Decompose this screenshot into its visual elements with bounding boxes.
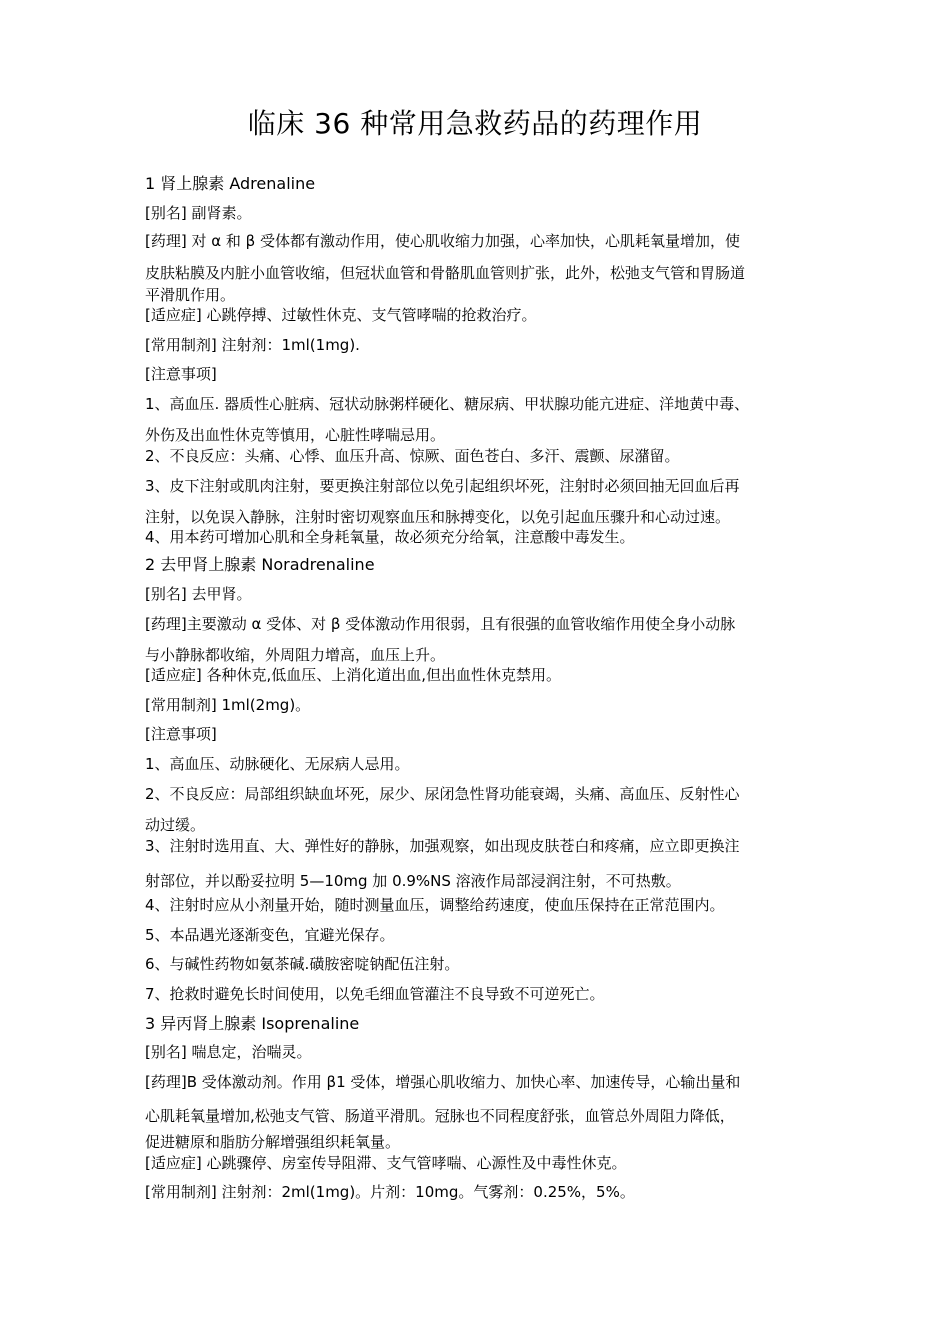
text-line: 射部位，并以酚妥拉明 5—10mg 加 0.9%NS 溶液作局部浸润注射，不可热敷。 xyxy=(145,872,681,890)
text-line: [适应症] 心跳骤停、房室传导阻滞、支气管哮喘、心源性及中毒性休克。 xyxy=(145,1154,627,1172)
text-line: 1、高血压、动脉硬化、无尿病人忌用。 xyxy=(145,755,410,773)
text-line: 注射，以免误入静脉，注射时密切观察血压和脉搏变化，以免引起血压骤升和心动过速。 xyxy=(145,508,731,526)
text-line: 4、注射时应从小剂量开始，随时测量血压，调整给药速度，使血压保持在正常范围内。 xyxy=(145,896,725,914)
text-line: 2、不良反应：局部组织缺血坏死，尿少、尿闭急性肾功能衰竭，头痛、高血压、反射性心 xyxy=(145,785,740,803)
text-line: [药理]Β 受体激动剂。作用 β1 受体，增强心肌收缩力、加快心率、加速传导，心输出量和 xyxy=(145,1073,741,1091)
text-line: 2、不良反应：头痛、心悸、血压升高、惊厥、面色苍白、多汗、震颤、尿潴留。 xyxy=(145,447,680,465)
text-line: [适应症] 心跳停搏、过敏性休克、支气管哮喘的抢救治疗。 xyxy=(145,306,537,324)
text-line: [别名] 副肾素。 xyxy=(145,204,252,222)
text-line: 3、注射时选用直、大、弹性好的静脉，加强观察，如出现皮肤苍白和疼痛，应立即更换注 xyxy=(145,837,740,855)
text-line: 3、皮下注射或肌肉注射，要更换注射部位以免引起组织坏死，注射时必须回抽无回血后再 xyxy=(145,477,740,495)
section-heading: 3 异丙肾上腺素 Isoprenaline xyxy=(145,1014,360,1033)
text-line: [注意事项] xyxy=(145,725,217,743)
text-line: 动过缓。 xyxy=(145,816,206,834)
text-line: 促进糖原和脂肪分解增强组织耗氧量。 xyxy=(145,1133,401,1151)
text-line: 4、用本药可增加心肌和全身耗氧量，故必须充分给氧，注意酸中毒发生。 xyxy=(145,528,635,546)
document-title: 临床 36 种常用急救药品的药理作用 xyxy=(247,107,703,140)
text-line: 心肌耗氧量增加,松弛支气管、肠道平滑肌。冠脉也不同程度舒张，血管总外周阻力降低， xyxy=(145,1107,735,1125)
section-heading: 1 肾上腺素 Adrenaline xyxy=(145,174,316,193)
text-line: [适应症] 各种休克,低血压、上消化道出血,但出血性休克禁用。 xyxy=(145,666,562,684)
text-line: 6、与碱性药物如氨茶碱.磺胺密啶钠配伍注射。 xyxy=(145,955,460,973)
text-line: 7、抢救时避免长时间使用，以免毛细血管灌注不良导致不可逆死亡。 xyxy=(145,985,605,1003)
text-line: 1、高血压. 器质性心脏病、冠状动脉粥样硬化、糖尿病、甲状腺功能亢进症、洋地黄中毒、 xyxy=(145,395,750,413)
text-line: [药理]主要激动 α 受体、对 β 受体激动作用很弱，且有很强的血管收缩作用使全身小动脉 xyxy=(145,615,736,633)
text-line: [药理] 对 α 和 β 受体都有激动作用，使心肌收缩力加强，心率加快，心肌耗氧量增加，使 xyxy=(145,232,741,250)
section-heading: 2 去甲肾上腺素 Noradrenaline xyxy=(145,555,375,574)
text-line: 外伤及出血性休克等慎用，心脏性哮喘忌用。 xyxy=(145,426,446,444)
text-line: [常用制剂] 1ml(2mg)。 xyxy=(145,696,311,714)
text-line: 皮肤粘膜及内脏小血管收缩，但冠状血管和骨骼肌血管则扩张，此外，松弛支气管和胃肠道 xyxy=(145,264,746,282)
text-line: [常用制剂] 注射剂：2ml(1mg)。片剂：10mg。气雾剂：0.25%，5%。 xyxy=(145,1183,635,1201)
text-line: [注意事项] xyxy=(145,365,217,383)
text-line: 5、本品遇光逐渐变色，宜避光保存。 xyxy=(145,926,395,944)
text-line: [别名] 喘息定，治喘灵。 xyxy=(145,1043,312,1061)
text-line: [别名] 去甲肾。 xyxy=(145,585,252,603)
text-line: 与小静脉都收缩，外周阻力增高，血压上升。 xyxy=(145,646,446,664)
text-line: [常用制剂] 注射剂：1ml(1mg). xyxy=(145,336,360,354)
text-line: 平滑肌作用。 xyxy=(145,286,236,304)
